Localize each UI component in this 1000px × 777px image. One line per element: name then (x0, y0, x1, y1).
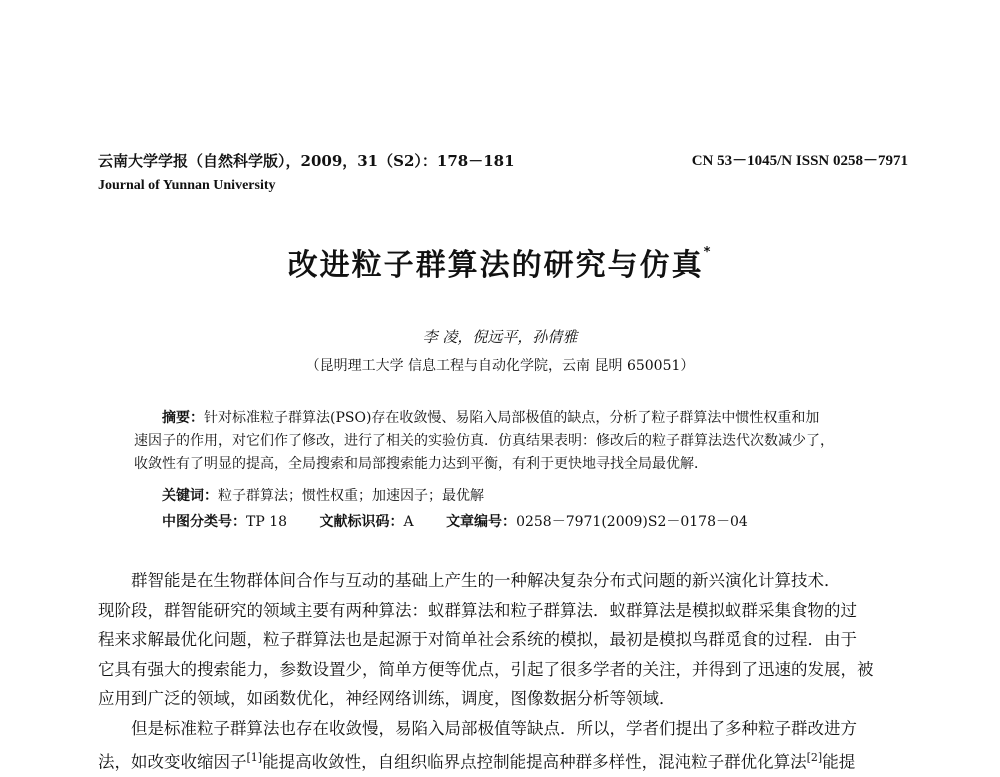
abstract-text: 针对标准粒子群算法(PSO)存在收敛慢、易陷入局部极值的缺点，分析了粒子群算法中惯性权重和加 (204, 410, 820, 426)
paper-title (0, 240, 1000, 284)
body-line: 它具有强大的搜索能力，参数设置少，简单方便等优点，引起了很多学者的关注，并得到了迅速的发展，被 (98, 659, 874, 679)
abstract (134, 407, 874, 476)
abstract-line (134, 407, 874, 430)
body-line: 程来求解最优化问题，粒子群算法也是起源于对简单社会系统的模拟，最初是模拟鸟群觅食的过程．由于 (98, 630, 857, 649)
clc-label: 中图分类号： (162, 514, 246, 530)
issn-code: CN 53－1045/N ISSN 0258－7971 (691, 153, 908, 169)
abstract-label: 摘要： (162, 410, 204, 426)
body-line (98, 743, 908, 773)
article-number-label: 文章编号： (446, 514, 517, 530)
citation-ref: [2] (806, 751, 823, 764)
doc-code-label: 文献标识码： (319, 514, 404, 530)
paper-title-text: 改进粒子群算法的研究与仿真 (287, 248, 704, 283)
classification (162, 509, 748, 535)
citation-ref: [1] (246, 751, 263, 764)
abstract-line: 收敛性有了明显的提高，全局搜索和局部搜索能力达到平衡，有利于更快地寻找全局最优解． (134, 456, 708, 472)
body-segment: 能提高收敛性，自组织临界点控制能提高种群多样性，混沌粒子群优化算法 (262, 752, 807, 772)
keywords (162, 483, 748, 509)
article-number-value: 0258－7971(2009)S2－0178－04 (516, 514, 748, 530)
journal-citation: 云南大学学报（自然科学版），2009，31（S2）：178－181 (98, 152, 515, 170)
affiliation: （昆明理工大学 信息工程与自动化学院，云南 昆明 650051） (305, 358, 695, 374)
abstract-line: 速因子的作用，对它们作了修改，进行了相关的实验仿真．仿真结果表明：修改后的粒子群算法迭代次数减少了， (134, 433, 834, 449)
clc-value: TP 18 (246, 514, 288, 530)
journal-english-name: Journal of Yunnan University (98, 178, 276, 193)
keywords-label: 关键词： (162, 488, 218, 504)
body-line: 群智能是在生物群体间合作与互动的基础上产生的一种解决复杂分布式问题的新兴演化计算技术． (131, 571, 841, 590)
body-line: 现阶段，群智能研究的领域主要有两种算法：蚁群算法和粒子群算法．蚁群算法是模拟蚁群采集食物的过 (98, 600, 857, 620)
doc-code-value: A (403, 514, 414, 530)
keywords-value: 粒子群算法；惯性权重；加速因子；最优解 (218, 488, 484, 504)
body-segment: 能提 (822, 752, 856, 772)
body-text (98, 566, 908, 773)
body-line: 应用到广泛的领域，如函数优化，神经网络训练，调度，图像数据分析等领域． (98, 689, 676, 708)
paper-metadata (162, 483, 748, 535)
title-footnote-mark: * (703, 245, 713, 260)
body-segment: 法，如改变收缩因子 (98, 752, 247, 772)
body-line: 但是标准粒子群算法也存在收敛慢，易陷入局部极值等缺点．所以，学者们提出了多种粒子群改进方 (131, 718, 857, 738)
authors: 李 凌，倪远平，孙倩雅 (422, 328, 578, 346)
